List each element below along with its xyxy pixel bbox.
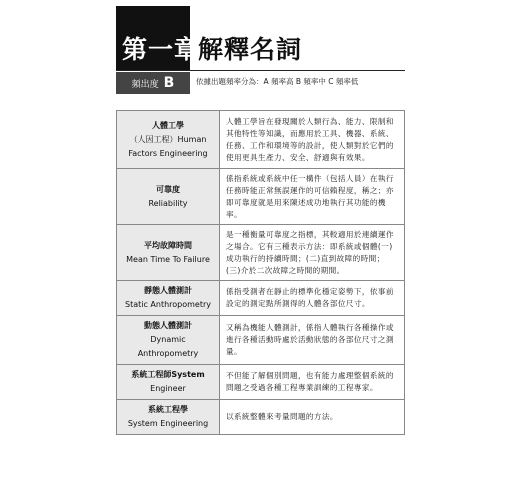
header-divider bbox=[116, 70, 405, 71]
term-chinese: 動態人體測計 bbox=[144, 321, 192, 330]
term-cell bbox=[117, 169, 220, 225]
term-english: Static Anthropometry bbox=[124, 300, 212, 309]
term-english: Engineer bbox=[150, 384, 186, 393]
chapter-number: 第一章 bbox=[122, 35, 201, 64]
glossary-row bbox=[117, 365, 405, 400]
glossary-row bbox=[117, 281, 405, 316]
term-english: Mean Time To Failure bbox=[126, 254, 210, 264]
term-english: Dynamic Anthropometry bbox=[137, 335, 199, 358]
term-chinese: 系統工程師System bbox=[131, 370, 205, 379]
term-definition: 人體工學旨在發現關於人類行為、能力、限制和其他特性等知識，而應用於工具、機器、系統、任務、工作和環境等的設計，使人類對於它們的使用更具生產力、安全、舒適與有效果。 bbox=[220, 111, 405, 169]
term-definition: 又稱為機能人體測計，係指人體執行各種操作或進行各種活動時處於活動狀態的各部位尺寸之測量。 bbox=[220, 316, 405, 365]
term-cell bbox=[117, 281, 220, 316]
glossary-row bbox=[117, 225, 405, 281]
glossary-row bbox=[117, 169, 405, 225]
term-chinese: 平均故障時間 bbox=[144, 240, 192, 250]
glossary-row bbox=[117, 316, 405, 365]
term-english: System Engineering bbox=[127, 419, 209, 428]
glossary-row bbox=[117, 111, 405, 169]
term-english: Reliability bbox=[148, 198, 188, 208]
term-definition: 以系統整體來考量問題的方法。 bbox=[220, 400, 405, 435]
frequency-label: 頻出度 bbox=[131, 79, 159, 90]
frequency-grade: B bbox=[163, 75, 175, 91]
glossary-row bbox=[117, 400, 405, 435]
term-chinese: 靜態人體測計 bbox=[144, 286, 192, 295]
term-definition: 不但能了解個別問題，也有能力處理整個系統的問題之受過各種工程專業訓練的工程專家。 bbox=[220, 365, 405, 400]
term-definition: 係指系統或系統中任一構件（包括人員）在執行任務時能正常無誤運作的可信賴程度，稱之；亦即可靠度就是用來陳述成功地執行其功能的機率。 bbox=[220, 169, 405, 225]
term-chinese: 系統工程學 bbox=[148, 405, 188, 414]
glossary-table bbox=[116, 110, 405, 435]
page-title: 解釋名詞 bbox=[198, 35, 303, 64]
term-cell bbox=[117, 225, 220, 281]
term-cell bbox=[117, 400, 220, 435]
term-cell bbox=[117, 365, 220, 400]
term-definition: 係指受測者在靜止的標準化穩定姿勢下，依事前設定的測定點所測得的人體各部位尺寸。 bbox=[220, 281, 405, 316]
term-english: （人因工程）Human Factors Engineering bbox=[128, 134, 208, 158]
term-definition: 是一種衡量可靠度之指標，其較適用於連續運作之場合。它有三種表示方法：即系統或個體(一)成功執行的持續時間；(二)直到故障的時間；(三)介於二次故障之時間的期間。 bbox=[220, 225, 405, 281]
term-cell bbox=[117, 111, 220, 169]
term-chinese: 可靠度 bbox=[156, 184, 180, 194]
frequency-legend: 依據出題頻率分為：A 頻率高 B 頻率中 C 頻率低 bbox=[196, 77, 359, 86]
term-chinese: 人體工學 bbox=[152, 120, 184, 130]
frequency-badge bbox=[116, 72, 190, 94]
term-cell bbox=[117, 316, 220, 365]
